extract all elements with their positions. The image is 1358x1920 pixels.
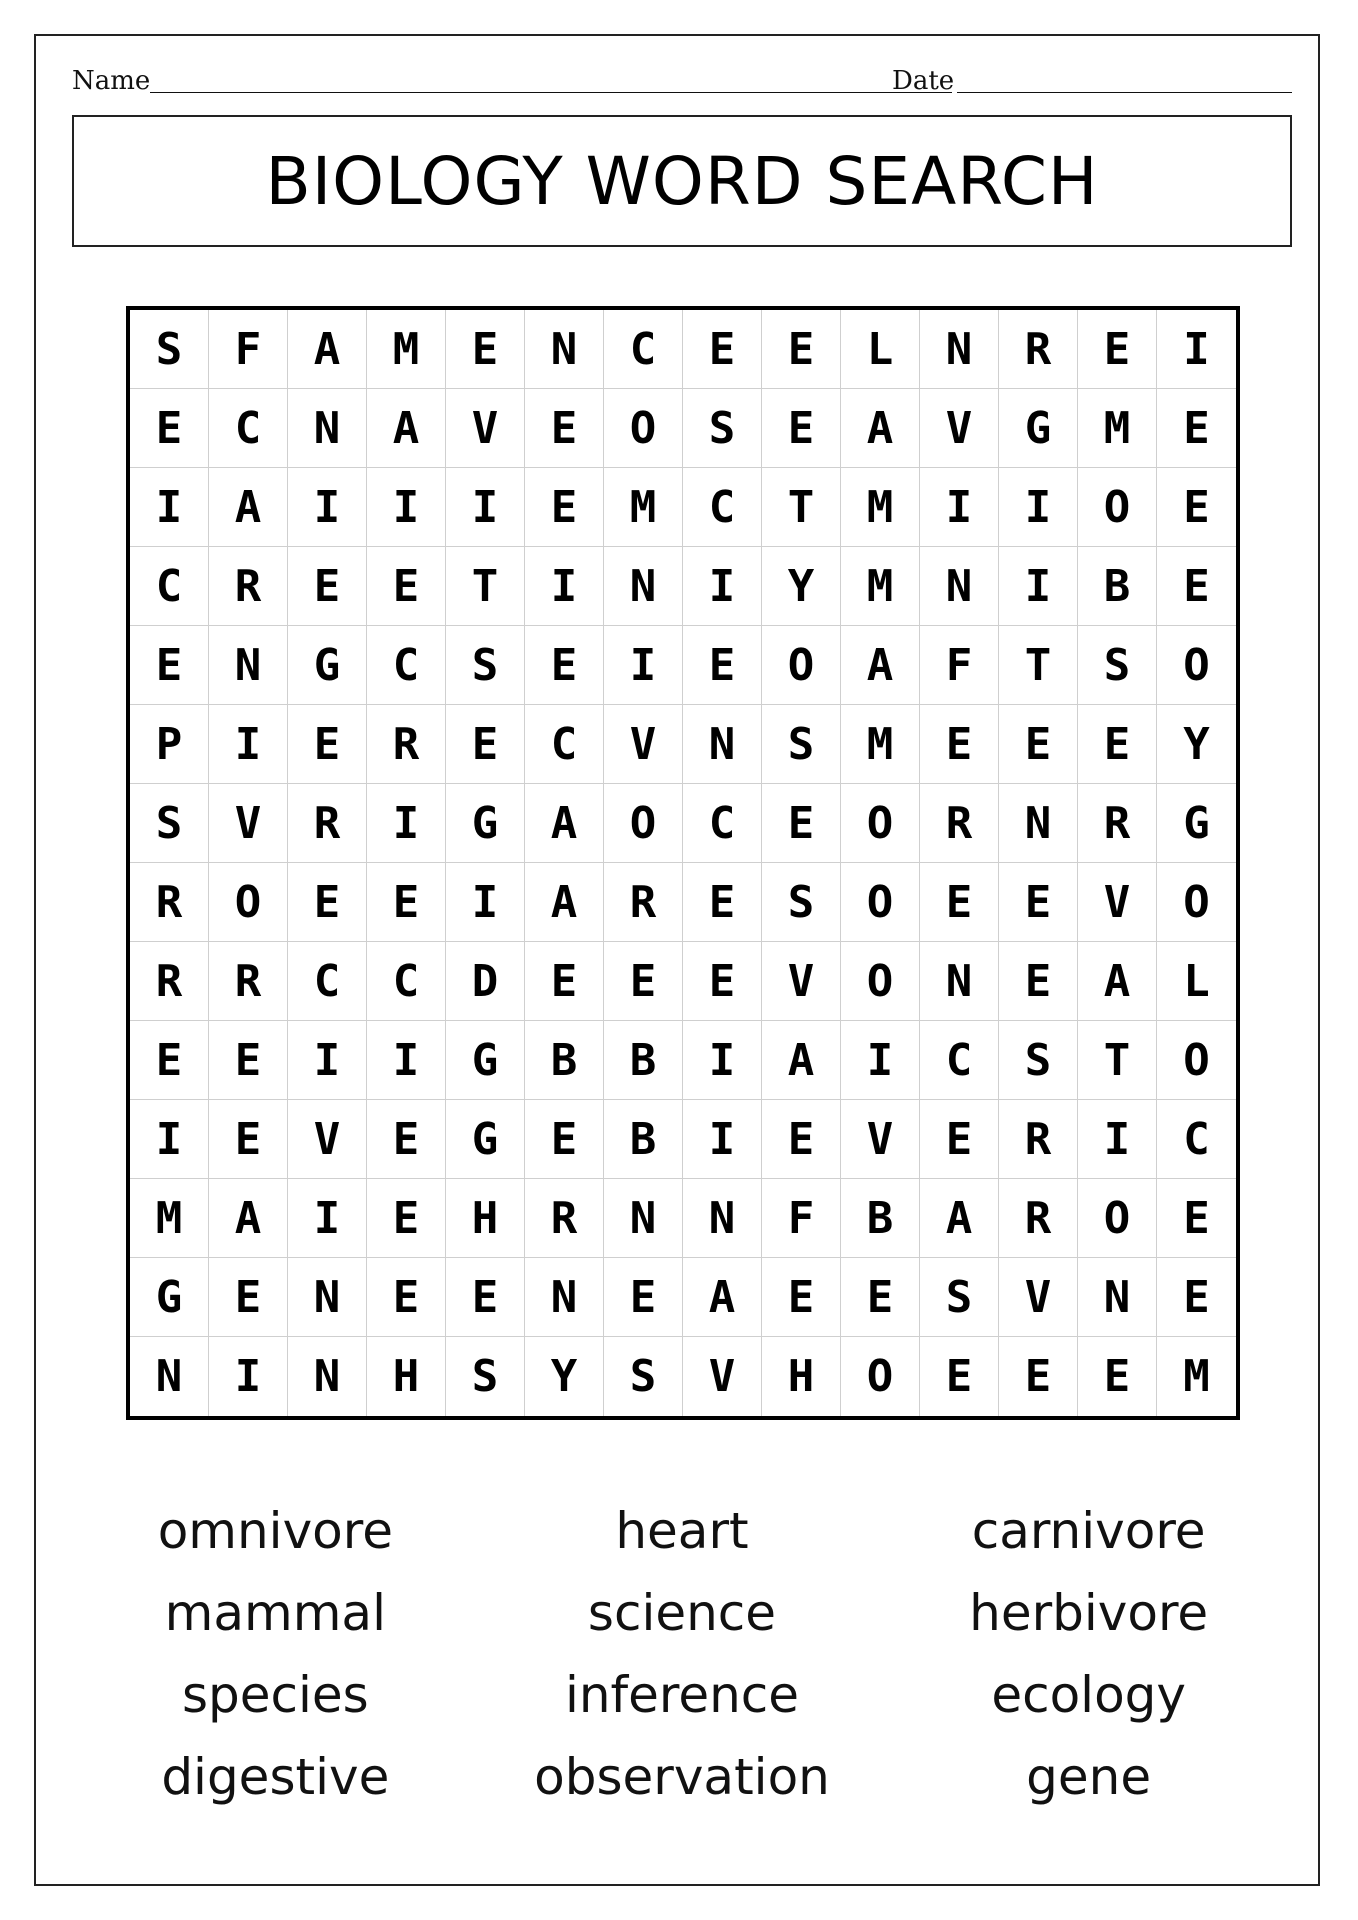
grid-cell[interactable]: C xyxy=(604,310,683,389)
grid-cell[interactable]: M xyxy=(841,468,920,547)
grid-cell[interactable]: V xyxy=(1078,863,1157,942)
grid-cell[interactable]: E xyxy=(525,942,604,1021)
grid-cell[interactable]: E xyxy=(130,626,209,705)
grid-cell[interactable]: N xyxy=(209,626,288,705)
grid-cell[interactable]: O xyxy=(841,863,920,942)
word-list-item: heart xyxy=(615,1502,749,1560)
grid-cell[interactable]: E xyxy=(762,389,841,468)
word-list-item: omnivore xyxy=(157,1502,393,1560)
grid-cell[interactable]: E xyxy=(367,547,446,626)
word-list-item: herbivore xyxy=(969,1584,1209,1642)
grid-cell[interactable]: R xyxy=(999,310,1078,389)
grid-cell[interactable]: E xyxy=(999,863,1078,942)
grid-cell[interactable]: I xyxy=(367,1021,446,1100)
grid-cell[interactable]: E xyxy=(683,942,762,1021)
grid-cell[interactable]: A xyxy=(367,389,446,468)
grid-cell[interactable]: N xyxy=(999,784,1078,863)
grid-cell[interactable]: A xyxy=(841,389,920,468)
grid-cell[interactable]: G xyxy=(130,1258,209,1337)
word-list-item: mammal xyxy=(164,1584,386,1642)
grid-cell[interactable]: E xyxy=(841,1258,920,1337)
grid-cell[interactable]: C xyxy=(288,942,367,1021)
grid-cell[interactable]: E xyxy=(1078,1337,1157,1416)
grid-cell[interactable]: N xyxy=(920,942,999,1021)
name-label: Name xyxy=(72,66,151,96)
grid-cell[interactable]: E xyxy=(446,1258,525,1337)
grid-cell[interactable]: R xyxy=(209,942,288,1021)
grid-cell[interactable]: I xyxy=(446,863,525,942)
grid-cell[interactable]: N xyxy=(288,1258,367,1337)
grid-cell[interactable]: B xyxy=(604,1100,683,1179)
grid-cell[interactable]: I xyxy=(367,784,446,863)
grid-cell[interactable]: V xyxy=(683,1337,762,1416)
grid-cell[interactable]: I xyxy=(841,1021,920,1100)
grid-cell[interactable]: H xyxy=(367,1337,446,1416)
grid-cell[interactable]: N xyxy=(525,310,604,389)
grid-cell[interactable]: H xyxy=(446,1179,525,1258)
word-list-item: science xyxy=(587,1584,777,1642)
word-list-item: carnivore xyxy=(971,1502,1206,1560)
grid-cell[interactable]: C xyxy=(683,784,762,863)
title-box xyxy=(72,115,1292,247)
grid-cell[interactable]: I xyxy=(525,547,604,626)
grid-cell[interactable]: S xyxy=(999,1021,1078,1100)
grid-cell[interactable]: F xyxy=(762,1179,841,1258)
grid-cell[interactable]: E xyxy=(367,863,446,942)
grid-cell[interactable]: F xyxy=(209,310,288,389)
grid-cell[interactable]: T xyxy=(1078,1021,1157,1100)
grid-cell[interactable]: R xyxy=(920,784,999,863)
header-row xyxy=(72,62,1292,98)
grid-cell[interactable]: B xyxy=(604,1021,683,1100)
grid-cell[interactable]: N xyxy=(604,1179,683,1258)
grid-cell[interactable]: E xyxy=(1157,547,1236,626)
grid-cell[interactable]: S xyxy=(1078,626,1157,705)
grid-cell[interactable]: N xyxy=(604,547,683,626)
grid-cell[interactable]: I xyxy=(130,468,209,547)
grid-cell[interactable]: E xyxy=(288,547,367,626)
word-list-item: observation xyxy=(534,1748,830,1806)
grid-cell[interactable]: R xyxy=(1078,784,1157,863)
grid-cell[interactable]: R xyxy=(130,863,209,942)
grid-cell[interactable]: I xyxy=(999,547,1078,626)
grid-cell[interactable]: N xyxy=(920,547,999,626)
date-label: Date xyxy=(892,66,955,96)
grid-cell[interactable]: L xyxy=(841,310,920,389)
grid-cell[interactable]: E xyxy=(525,1100,604,1179)
grid-cell[interactable]: O xyxy=(1078,1179,1157,1258)
grid-cell[interactable]: S xyxy=(683,389,762,468)
grid-cell[interactable]: V xyxy=(920,389,999,468)
grid-cell[interactable]: E xyxy=(920,1100,999,1179)
grid-cell[interactable]: F xyxy=(920,626,999,705)
grid-cell[interactable]: E xyxy=(604,942,683,1021)
grid-cell[interactable]: I xyxy=(130,1100,209,1179)
grid-cell[interactable]: C xyxy=(367,942,446,1021)
grid-cell[interactable]: S xyxy=(762,705,841,784)
grid-cell[interactable]: G xyxy=(446,784,525,863)
grid-cell[interactable]: C xyxy=(1157,1100,1236,1179)
grid-cell[interactable]: A xyxy=(762,1021,841,1100)
grid-cell[interactable]: S xyxy=(762,863,841,942)
grid-cell[interactable]: E xyxy=(1078,310,1157,389)
grid-cell[interactable]: O xyxy=(604,389,683,468)
grid-cell[interactable]: E xyxy=(999,942,1078,1021)
grid-cell[interactable]: M xyxy=(130,1179,209,1258)
grid-cell[interactable]: A xyxy=(920,1179,999,1258)
grid-cell[interactable]: A xyxy=(288,310,367,389)
grid-cell[interactable]: Y xyxy=(762,547,841,626)
grid-cell[interactable]: N xyxy=(920,310,999,389)
grid-cell[interactable]: I xyxy=(209,705,288,784)
grid-cell[interactable]: M xyxy=(841,547,920,626)
grid-cell[interactable]: A xyxy=(525,863,604,942)
grid-cell[interactable]: G xyxy=(446,1021,525,1100)
grid-cell[interactable]: E xyxy=(209,1100,288,1179)
grid-cell[interactable]: V xyxy=(288,1100,367,1179)
grid-cell[interactable]: E xyxy=(446,310,525,389)
grid-cell[interactable]: I xyxy=(604,626,683,705)
grid-cell[interactable]: V xyxy=(604,705,683,784)
grid-cell[interactable]: O xyxy=(1078,468,1157,547)
grid-cell[interactable]: E xyxy=(209,1258,288,1337)
grid-cell[interactable]: S xyxy=(446,1337,525,1416)
grid-cell[interactable]: I xyxy=(288,1021,367,1100)
grid-cell[interactable]: V xyxy=(209,784,288,863)
grid-cell[interactable]: N xyxy=(525,1258,604,1337)
grid-cell[interactable]: L xyxy=(1157,942,1236,1021)
grid-cell[interactable]: V xyxy=(446,389,525,468)
word-list-item: species xyxy=(181,1666,369,1724)
grid-cell[interactable]: S xyxy=(130,310,209,389)
grid-cell[interactable]: E xyxy=(130,1021,209,1100)
grid-cell[interactable]: E xyxy=(1078,705,1157,784)
grid-cell[interactable]: I xyxy=(999,468,1078,547)
word-list xyxy=(72,1490,1292,1810)
grid-cell[interactable]: E xyxy=(604,1258,683,1337)
letter-grid xyxy=(126,306,1240,1420)
name-line[interactable] xyxy=(150,92,952,93)
grid-cell[interactable]: I xyxy=(446,468,525,547)
grid-cell[interactable]: R xyxy=(525,1179,604,1258)
grid-cell[interactable]: I xyxy=(1078,1100,1157,1179)
grid-cell[interactable]: S xyxy=(446,626,525,705)
grid-cell[interactable]: E xyxy=(1157,468,1236,547)
grid-cell[interactable]: E xyxy=(525,468,604,547)
grid-cell[interactable]: O xyxy=(1157,863,1236,942)
grid-cell[interactable]: I xyxy=(288,1179,367,1258)
grid-cell[interactable]: E xyxy=(999,705,1078,784)
grid-cell[interactable]: A xyxy=(525,784,604,863)
grid-cell[interactable]: C xyxy=(130,547,209,626)
grid-cell[interactable]: G xyxy=(446,1100,525,1179)
grid-cell[interactable]: O xyxy=(841,784,920,863)
grid-cell[interactable]: Y xyxy=(525,1337,604,1416)
grid-cell[interactable]: E xyxy=(683,863,762,942)
grid-cell[interactable]: V xyxy=(999,1258,1078,1337)
grid-cell[interactable]: E xyxy=(1157,1258,1236,1337)
grid-cell[interactable]: E xyxy=(525,389,604,468)
grid-cell[interactable]: E xyxy=(762,1258,841,1337)
grid-cell[interactable]: I xyxy=(1157,310,1236,389)
grid-cell[interactable]: E xyxy=(683,626,762,705)
grid-cell[interactable]: N xyxy=(288,1337,367,1416)
grid-cell[interactable]: C xyxy=(209,389,288,468)
grid-cell[interactable]: O xyxy=(762,626,841,705)
grid-cell[interactable]: Y xyxy=(1157,705,1236,784)
word-list-item: digestive xyxy=(161,1748,390,1806)
grid-cell[interactable]: I xyxy=(209,1337,288,1416)
grid-cell[interactable]: M xyxy=(1183,1351,1210,1402)
grid-cell[interactable]: I xyxy=(367,468,446,547)
grid-cell[interactable]: C xyxy=(367,626,446,705)
grid-cell[interactable]: A xyxy=(683,1258,762,1337)
grid-cell[interactable]: O xyxy=(1157,626,1236,705)
grid-cell[interactable]: R xyxy=(999,1179,1078,1258)
grid-cell[interactable]: T xyxy=(762,468,841,547)
grid-cell[interactable]: E xyxy=(762,310,841,389)
grid-cell[interactable]: E xyxy=(762,1100,841,1179)
grid-cell[interactable]: H xyxy=(762,1337,841,1416)
grid-cell[interactable]: E xyxy=(446,705,525,784)
word-list-item: inference xyxy=(564,1666,800,1724)
grid-cell[interactable]: C xyxy=(525,705,604,784)
grid-cell[interactable]: E xyxy=(288,863,367,942)
grid-cell[interactable]: C xyxy=(683,468,762,547)
grid-cell[interactable]: N xyxy=(1078,1258,1157,1337)
grid-cell[interactable]: E xyxy=(1157,389,1236,468)
grid-cell[interactable]: N xyxy=(130,1337,209,1416)
grid-cell[interactable]: O xyxy=(604,784,683,863)
grid-cell[interactable]: G xyxy=(999,389,1078,468)
grid-cell[interactable]: V xyxy=(841,1100,920,1179)
grid-cell[interactable]: O xyxy=(1157,1021,1236,1100)
grid-cell[interactable]: B xyxy=(841,1179,920,1258)
grid-cell[interactable]: I xyxy=(683,1100,762,1179)
grid-cell[interactable]: E xyxy=(762,784,841,863)
grid-cell[interactable]: O xyxy=(841,942,920,1021)
grid-cell[interactable]: E xyxy=(367,1258,446,1337)
grid-cell[interactable]: I xyxy=(920,468,999,547)
grid-cell[interactable]: A xyxy=(209,468,288,547)
grid-cell[interactable]: P xyxy=(130,705,209,784)
grid-cell[interactable]: B xyxy=(525,1021,604,1100)
grid-cell[interactable]: N xyxy=(288,389,367,468)
grid-cell[interactable]: O xyxy=(209,863,288,942)
grid-cell[interactable]: E xyxy=(288,705,367,784)
grid-cell[interactable]: E xyxy=(1157,1179,1236,1258)
grid-cell[interactable]: R xyxy=(288,784,367,863)
word-list-item: gene xyxy=(1026,1748,1152,1806)
grid-cell[interactable]: N xyxy=(683,1179,762,1258)
grid-cell[interactable]: N xyxy=(683,705,762,784)
grid-cell[interactable]: M xyxy=(367,310,446,389)
date-line[interactable] xyxy=(957,92,1292,93)
grid-cell[interactable]: A xyxy=(1078,942,1157,1021)
grid-cell[interactable]: E xyxy=(367,1100,446,1179)
grid-cell[interactable]: S xyxy=(604,1337,683,1416)
grid-cell[interactable]: E xyxy=(920,705,999,784)
grid-cell[interactable]: D xyxy=(446,942,525,1021)
grid-cell[interactable]: R xyxy=(367,705,446,784)
grid-cell[interactable]: G xyxy=(1157,784,1236,863)
grid-cell[interactable]: A xyxy=(209,1179,288,1258)
grid-cell[interactable]: S xyxy=(920,1258,999,1337)
grid-cell[interactable]: E xyxy=(525,626,604,705)
grid-cell[interactable]: E xyxy=(920,1337,999,1416)
grid-cell[interactable]: E xyxy=(920,863,999,942)
grid-cell[interactable]: T xyxy=(446,547,525,626)
grid-cell[interactable]: S xyxy=(130,784,209,863)
grid-cell[interactable]: E xyxy=(999,1337,1078,1416)
grid-cell[interactable]: G xyxy=(288,626,367,705)
grid-cell[interactable]: E xyxy=(209,1021,288,1100)
grid-cell[interactable]: T xyxy=(999,626,1078,705)
grid-cell[interactable]: I xyxy=(683,1021,762,1100)
grid-cell[interactable]: E xyxy=(367,1179,446,1258)
grid-cell[interactable]: M xyxy=(604,468,683,547)
grid-cell[interactable]: B xyxy=(1078,547,1157,626)
grid-cell[interactable]: E xyxy=(683,310,762,389)
page-title: BIOLOGY WORD SEARCH xyxy=(265,142,1099,220)
word-list-item: ecology xyxy=(991,1666,1186,1724)
grid-cell[interactable]: I xyxy=(288,468,367,547)
grid-cell[interactable]: C xyxy=(920,1021,999,1100)
grid-cell[interactable]: M xyxy=(1078,389,1157,468)
grid-cell[interactable]: A xyxy=(841,626,920,705)
grid-cell[interactable]: R xyxy=(604,863,683,942)
grid-cell[interactable]: R xyxy=(130,942,209,1021)
grid-cell[interactable]: I xyxy=(683,547,762,626)
grid-cell[interactable]: O xyxy=(841,1337,920,1416)
grid-cell[interactable]: E xyxy=(130,389,209,468)
grid-cell[interactable]: M xyxy=(841,705,920,784)
grid-cell[interactable]: R xyxy=(209,547,288,626)
grid-cell[interactable]: R xyxy=(999,1100,1078,1179)
grid-cell[interactable]: V xyxy=(762,942,841,1021)
